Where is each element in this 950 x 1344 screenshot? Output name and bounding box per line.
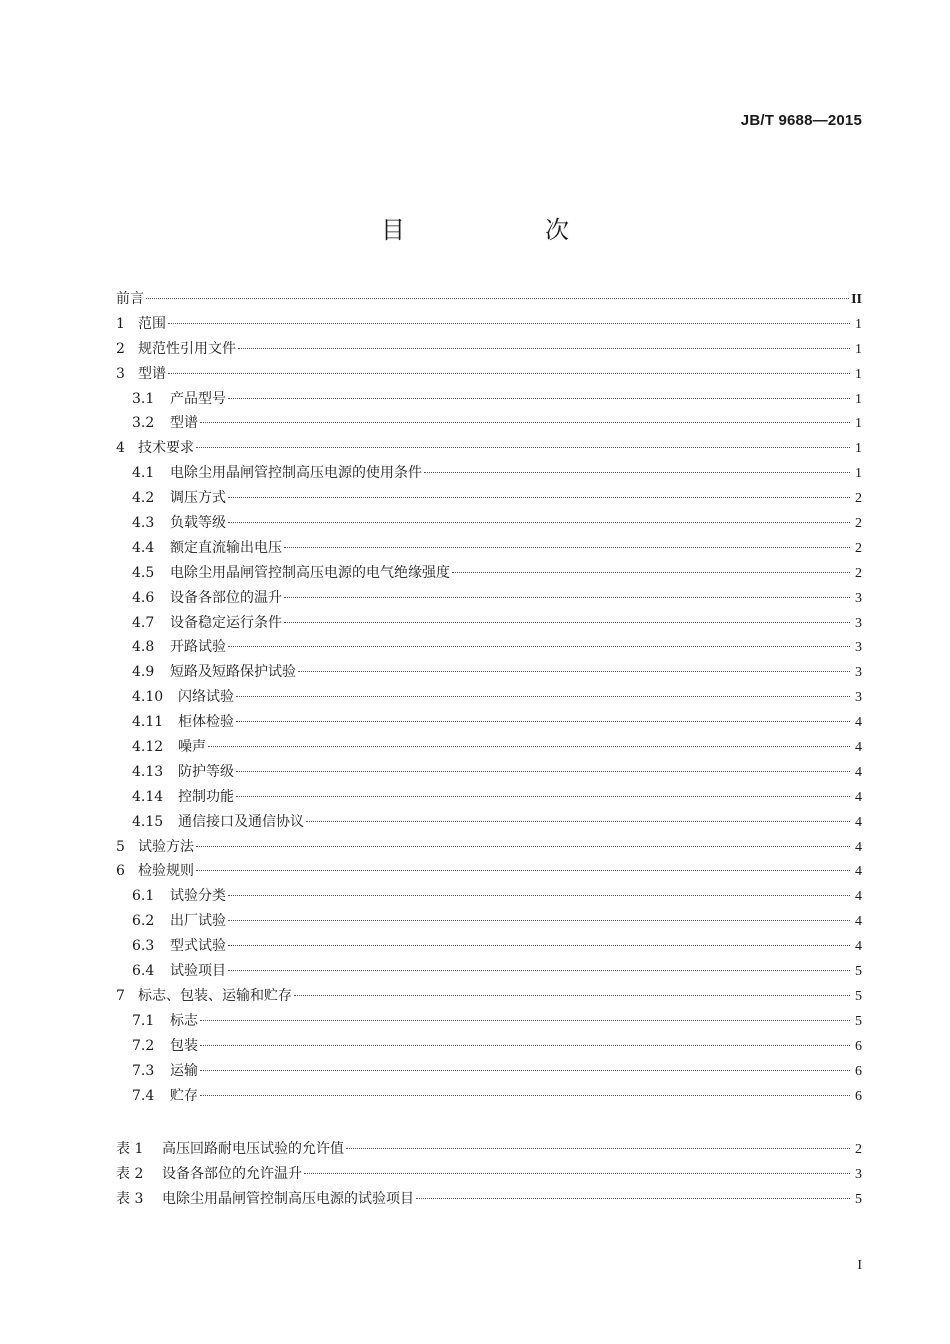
table-entry-text: 电除尘用晶闸管控制高压电源的试验项目 xyxy=(162,1190,414,1207)
toc-entry-page: 4 xyxy=(855,715,862,731)
toc-entry-number: 6.4 xyxy=(132,963,155,980)
table-entry-page: 3 xyxy=(855,1166,862,1182)
toc-entry[interactable] xyxy=(116,836,862,861)
toc-entry-page: 1 xyxy=(855,366,862,382)
dot-leader xyxy=(346,1148,850,1149)
standard-code: JB/T 9688—2015 xyxy=(740,112,862,129)
toc-entry-number: 6.3 xyxy=(132,938,155,955)
toc-entry-page: 3 xyxy=(855,690,862,706)
dot-leader xyxy=(200,1095,850,1096)
toc-entry-page: 4 xyxy=(855,740,862,756)
dot-leader xyxy=(236,796,850,797)
table-entry-page: 5 xyxy=(855,1191,862,1207)
toc-entry-page: 5 xyxy=(855,1013,862,1029)
toc-entry-text: 贮存 xyxy=(170,1087,198,1104)
dot-leader xyxy=(236,721,850,722)
toc-entry-page: 4 xyxy=(855,814,862,830)
toc-entry[interactable] xyxy=(116,412,862,437)
toc-entry-number: 6.2 xyxy=(132,913,155,930)
toc-entry-text: 负载等级 xyxy=(170,515,226,532)
table-entry-text: 高压回路耐电压试验的允许值 xyxy=(162,1141,344,1157)
dot-leader xyxy=(228,920,850,921)
dot-leader xyxy=(284,547,850,548)
dot-leader xyxy=(452,572,850,573)
dot-leader xyxy=(200,1020,850,1021)
toc-entry[interactable] xyxy=(116,636,862,661)
toc-entry-page: 2 xyxy=(855,540,862,556)
toc-entry-text: 技术要求 xyxy=(138,440,194,457)
toc-entry[interactable] xyxy=(116,960,862,985)
toc-entry[interactable] xyxy=(116,1010,862,1035)
toc-entry-number: 4.13 xyxy=(132,763,164,780)
toc-entry-page: 1 xyxy=(855,416,862,432)
toc-entry-number: 7.1 xyxy=(132,1012,155,1029)
toc-entry-number: 7.3 xyxy=(132,1062,155,1079)
toc-entry[interactable] xyxy=(116,686,862,711)
toc-entry-text: 试验分类 xyxy=(170,888,226,905)
toc-entry-number: 7.2 xyxy=(132,1037,155,1054)
toc-entry-page: 2 xyxy=(855,516,862,532)
toc-entry-text: 型谱 xyxy=(138,365,166,382)
toc-entry-text: 控制功能 xyxy=(178,788,234,805)
toc-list xyxy=(116,288,862,1109)
toc-entry-text: 通信接口及通信协议 xyxy=(178,813,304,830)
toc-entry-text: 额定直流输出电压 xyxy=(170,539,282,556)
toc-entry-number: 4.6 xyxy=(132,589,155,606)
toc-entry-number: 2 xyxy=(116,340,125,357)
toc-entry[interactable] xyxy=(116,512,862,537)
toc-entry-page: 4 xyxy=(855,764,862,780)
toc-entry[interactable] xyxy=(116,910,862,935)
toc-entry-page: 6 xyxy=(855,1088,862,1104)
toc-entry[interactable] xyxy=(116,1035,862,1060)
toc-entry-page: 6 xyxy=(855,1038,862,1054)
toc-entry[interactable] xyxy=(116,786,862,811)
toc-entry[interactable] xyxy=(116,363,862,388)
dot-leader xyxy=(228,522,850,523)
toc-entry-number: 7.4 xyxy=(132,1087,155,1104)
dot-leader xyxy=(168,323,850,324)
toc-entry-page: 1 xyxy=(855,341,862,357)
toc-entry-page: 4 xyxy=(855,939,862,955)
toc-entry-number: 4.8 xyxy=(132,639,155,656)
toc-entry-page: 3 xyxy=(855,615,862,631)
toc-entry-text: 防护等级 xyxy=(178,763,234,780)
dot-leader xyxy=(196,447,850,448)
dot-leader xyxy=(284,597,850,598)
toc-entry-page: 1 xyxy=(855,316,862,332)
table-entry-number: 表 3 xyxy=(116,1190,144,1207)
dot-leader xyxy=(228,945,850,946)
toc-entry-number: 6 xyxy=(116,863,125,880)
toc-entry-page: 1 xyxy=(855,441,862,457)
toc-entry[interactable] xyxy=(116,537,862,562)
toc-entry-number: 4.3 xyxy=(132,515,155,532)
toc-entry-number: 4.7 xyxy=(132,614,155,631)
toc-entry-number: 7 xyxy=(116,987,125,1004)
toc-entry-text: 产品型号 xyxy=(170,390,226,407)
toc-entry[interactable] xyxy=(116,811,862,836)
dot-leader xyxy=(424,472,850,473)
toc-entry-text: 设备各部位的温升 xyxy=(170,589,282,606)
toc-entry-page: 4 xyxy=(855,864,862,880)
dot-leader xyxy=(228,646,850,647)
toc-entry-text: 电除尘用晶闸管控制高压电源的使用条件 xyxy=(170,465,422,482)
toc-entry-text: 范围 xyxy=(138,315,166,332)
toc-entry-text: 型谱 xyxy=(170,415,198,432)
table-entry-page: 2 xyxy=(855,1142,862,1157)
toc-entry[interactable] xyxy=(116,587,862,612)
toc-entry-text: 电除尘用晶闸管控制高压电源的电气绝缘强度 xyxy=(170,564,450,581)
toc-entry-text: 开路试验 xyxy=(170,639,226,656)
table-entry[interactable] xyxy=(116,1138,862,1163)
toc-entry[interactable] xyxy=(116,288,862,313)
toc-entry[interactable] xyxy=(116,338,862,363)
toc-entry-page: 5 xyxy=(855,964,862,980)
toc-entry[interactable] xyxy=(116,562,862,587)
toc-entry[interactable] xyxy=(116,736,862,761)
toc-entry-number: 4.12 xyxy=(132,739,164,756)
toc-entry-text: 包装 xyxy=(170,1037,198,1054)
toc-entry-number: 4.14 xyxy=(132,788,164,805)
table-entry[interactable] xyxy=(116,1163,862,1188)
toc-entry-page: 4 xyxy=(855,889,862,905)
dot-leader xyxy=(238,348,850,349)
toc-entry[interactable] xyxy=(116,487,862,512)
toc-entry[interactable] xyxy=(116,437,862,462)
toc-entry-number: 5 xyxy=(116,838,125,855)
toc-entry-number: 4.15 xyxy=(132,813,164,830)
toc-entry-page: 1 xyxy=(855,391,862,407)
toc-entry-page: 3 xyxy=(855,665,862,681)
toc-entry[interactable] xyxy=(116,885,862,910)
toc-entry-text: 型式试验 xyxy=(170,938,226,955)
dot-leader xyxy=(228,970,850,971)
toc-entry-page: 1 xyxy=(855,466,862,482)
toc-entry-text: 试验项目 xyxy=(170,963,226,980)
toc-entry-page: 3 xyxy=(855,640,862,656)
toc-entry-number: 3.2 xyxy=(132,415,155,432)
dot-leader xyxy=(196,846,850,847)
toc-entry-text: 柜体检验 xyxy=(178,714,234,731)
toc-entry[interactable] xyxy=(116,1085,862,1110)
toc-entry[interactable] xyxy=(116,661,862,686)
dot-leader xyxy=(208,746,850,747)
toc-entry-number: 4.1 xyxy=(132,465,155,482)
toc-entry[interactable] xyxy=(116,462,862,487)
toc-entry[interactable] xyxy=(116,985,862,1010)
toc-entry[interactable] xyxy=(116,860,862,885)
toc-entry[interactable] xyxy=(116,761,862,786)
dot-leader xyxy=(228,398,850,399)
toc-entry-text: 标志、包装、运输和贮存 xyxy=(138,987,292,1004)
dot-leader xyxy=(168,373,850,374)
toc-entry-page: 5 xyxy=(855,988,862,1004)
toc-entry-number: 3.1 xyxy=(132,390,155,407)
toc-entry-number: 4.5 xyxy=(132,564,155,581)
toc-entry-number: 3 xyxy=(116,365,125,382)
toc-entry-text: 设备稳定运行条件 xyxy=(170,614,282,631)
toc-entry-text: 闪络试验 xyxy=(178,689,234,706)
toc-entry-text: 噪声 xyxy=(178,739,206,756)
toc-entry-text: 短路及短路保护试验 xyxy=(170,664,296,681)
dot-leader xyxy=(298,671,850,672)
toc-entry[interactable] xyxy=(116,711,862,736)
toc-entry-text: 运输 xyxy=(170,1062,198,1079)
toc-entry-page: 4 xyxy=(855,914,862,930)
toc-entry-text: 试验方法 xyxy=(138,838,194,855)
toc-entry-number: 4.2 xyxy=(132,490,155,507)
toc-entry-text: 前言 xyxy=(116,291,144,307)
dot-leader xyxy=(200,1045,850,1046)
dot-leader xyxy=(200,422,850,423)
table-entry-text: 设备各部位的允许温升 xyxy=(162,1165,302,1182)
toc-entry-text: 出厂试验 xyxy=(170,913,226,930)
toc-entry-text: 标志 xyxy=(170,1012,198,1029)
toc-entry-page: 6 xyxy=(855,1063,862,1079)
dot-leader xyxy=(200,1070,850,1071)
dot-leader xyxy=(416,1198,850,1199)
toc-entry-page: 3 xyxy=(855,590,862,606)
dot-leader xyxy=(304,1173,850,1174)
toc-entry-page: 4 xyxy=(855,839,862,855)
toc-entry-page: 2 xyxy=(855,565,862,581)
toc-entry-page: 2 xyxy=(855,491,862,507)
table-list xyxy=(116,1138,862,1213)
toc-entry-number: 4.11 xyxy=(132,714,164,731)
toc-entry-number: 4.9 xyxy=(132,664,155,681)
toc-entry-text: 检验规则 xyxy=(138,863,194,880)
toc-entry-text: 调压方式 xyxy=(170,490,226,507)
dot-leader xyxy=(228,895,850,896)
toc-entry[interactable] xyxy=(116,612,862,637)
dot-leader xyxy=(146,298,849,299)
toc-entry-page: II xyxy=(851,292,862,307)
toc-entry[interactable] xyxy=(116,313,862,338)
toc-entry-number: 4 xyxy=(116,440,125,457)
dot-leader xyxy=(306,821,850,822)
toc-entry-text: 规范性引用文件 xyxy=(138,340,236,357)
toc-entry-number: 4.10 xyxy=(132,689,164,706)
toc-entry-number: 6.1 xyxy=(132,888,155,905)
page-title: 目 次 xyxy=(381,216,627,244)
toc-entry[interactable] xyxy=(116,388,862,413)
toc-entry[interactable] xyxy=(116,1060,862,1085)
toc-entry-number: 1 xyxy=(116,315,125,332)
dot-leader xyxy=(236,696,850,697)
dot-leader xyxy=(284,622,850,623)
table-entry-number: 表 2 xyxy=(116,1165,144,1182)
toc-entry[interactable] xyxy=(116,935,862,960)
toc-entry-page: 4 xyxy=(855,789,862,805)
dot-leader xyxy=(294,995,850,996)
page-number: I xyxy=(857,1258,862,1273)
table-entry[interactable] xyxy=(116,1188,862,1213)
dot-leader xyxy=(228,497,850,498)
toc-entry-number: 4.4 xyxy=(132,539,155,556)
dot-leader xyxy=(196,870,850,871)
dot-leader xyxy=(236,771,850,772)
table-entry-number: 表 1 xyxy=(116,1141,144,1157)
